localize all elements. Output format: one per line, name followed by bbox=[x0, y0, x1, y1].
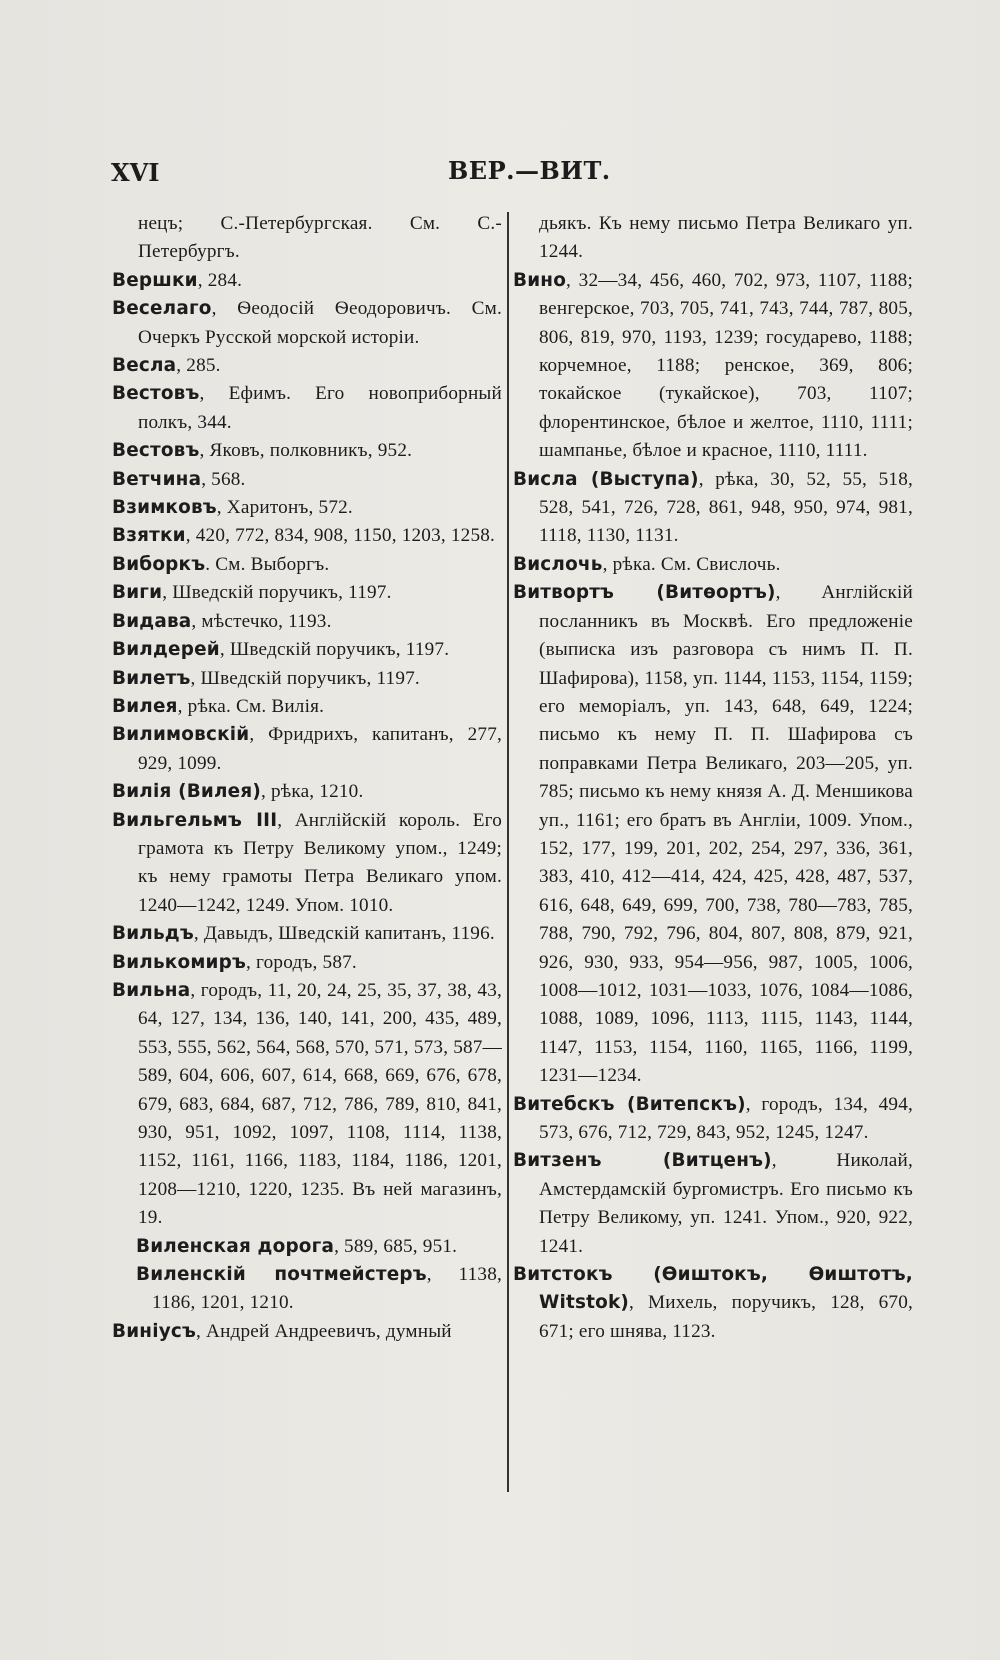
entry-headword: Вилетъ bbox=[112, 667, 191, 689]
column-divider bbox=[507, 212, 509, 1492]
entry-headword: Виніусъ bbox=[112, 1320, 197, 1342]
entry-headword: Ветчина bbox=[112, 468, 202, 490]
entry-text: , 284. bbox=[197, 269, 243, 291]
entry-headword: Вилькомиръ bbox=[112, 951, 247, 973]
entry-headword: Вестовъ bbox=[112, 440, 200, 462]
right-column bbox=[513, 210, 913, 1346]
index-entry bbox=[112, 522, 502, 550]
entry-text: , рѣка. См. Свислочь. bbox=[602, 553, 781, 575]
entry-text: , Шведскій поручикъ, 1197. bbox=[190, 667, 420, 689]
index-entry bbox=[513, 579, 913, 1090]
entry-headword: Виленская дорога bbox=[136, 1235, 335, 1257]
index-entry bbox=[112, 1318, 502, 1346]
index-entry bbox=[112, 352, 502, 380]
entry-headword: Вилдерей bbox=[112, 639, 220, 661]
index-entry bbox=[112, 807, 502, 921]
index-entry bbox=[112, 977, 502, 1233]
entry-headword: Взимковъ bbox=[112, 497, 217, 519]
entry-text: , Николай, Амстердамскій бургомистръ. Его письмо къ Петру Великому, уп. 1241. Упом., 920, 922, 1241. bbox=[539, 1150, 913, 1257]
index-entry bbox=[513, 551, 913, 579]
entry-text: , Шведскій поручикъ, 1197. bbox=[162, 582, 392, 604]
index-entry bbox=[513, 1261, 913, 1346]
entry-headword: Вильна bbox=[112, 979, 191, 1001]
entry-text: , городъ, 587. bbox=[246, 951, 357, 973]
entry-text: , Англійскій король. Его грамота къ Петру Великому упом., 1249; къ нему грамоты Петра Великаго упом. 1240—1242, 1249. Упом. 1010. bbox=[138, 809, 503, 916]
entry-headword: Витстокъ (Ѳиштокъ, Ѳиштотъ, Witstok) bbox=[513, 1264, 913, 1314]
entry-headword: Веселаго bbox=[112, 298, 212, 320]
index-entry bbox=[112, 721, 502, 778]
index-entry bbox=[513, 267, 913, 466]
entry-text: , Михель, поручикъ, 128, 670, 671; его шнява, 1123. bbox=[539, 1292, 913, 1342]
index-entry bbox=[112, 579, 502, 607]
entry-headword: Вислочь bbox=[513, 553, 603, 575]
entry-text: . См. Выборгъ. bbox=[205, 553, 330, 575]
entry-headword: Вино bbox=[513, 269, 567, 291]
index-entry bbox=[112, 608, 502, 636]
index-entry bbox=[112, 949, 502, 977]
entry-text: , 568. bbox=[201, 468, 246, 490]
index-entry bbox=[112, 466, 502, 494]
index-entry bbox=[112, 1261, 502, 1318]
index-entry bbox=[112, 778, 502, 806]
left-column bbox=[112, 210, 502, 1346]
entry-headword: Весла bbox=[112, 355, 177, 377]
entry-text: , Англійскій посланникъ въ Москвѣ. Его предложеніе (выписка изъ разговора съ нимъ П. П. Шафирова), 1158, уп. 1144, 1153, 1154, 1159; его меморіалъ, уп. 143, 648, 649, 1224; письмо къ нему П. П. Шафирова съ поправками Петра Великаго, 203—205, уп. 785; письмо къ нему князя А. Д. Меншикова уп., 1161; его братъ въ Англіи, 1009. Упом., 152, 177, 199, 201, 202, 254, 297, 336, 361, 383, 410, 412—414, 424, 425, 428, 487, 537, 616, 648, 649, 699, 700, 738, 780—783, 785, 788, 790, 792, 796, 804, 807, 808, 879, 921, 926, 930, 933, 954—956, 987, 1005, 1006, 1008—1012, 1031—1033, 1076, 1084—1086, 1088, 1089, 1096, 1113, 1115, 1143, 1144, 1147, 1153, 1154, 1160, 1165, 1166, 1199, 1231—1234. bbox=[539, 582, 913, 1087]
entry-text: , Яковъ, полковникъ, 952. bbox=[199, 440, 413, 462]
entry-text: нецъ; С.-Петербургская. См. С.-Петербургъ. bbox=[138, 213, 502, 263]
entry-text: , рѣка. См. Вилія. bbox=[177, 695, 325, 717]
entry-text: дьякъ. Къ нему письмо Петра Великаго уп. 1244. bbox=[539, 213, 913, 263]
index-entry bbox=[112, 551, 502, 579]
index-entry bbox=[513, 210, 913, 267]
page-number: XVI bbox=[111, 158, 160, 187]
entry-headword: Видава bbox=[112, 610, 192, 632]
entry-text: , Ефимъ. Его новоприборный полкъ, 344. bbox=[138, 383, 502, 433]
entry-text: , рѣка, 30, 52, 55, 518, 528, 541, 726, 728, 861, 948, 950, 974, 981, 1118, 1130, 1131. bbox=[539, 468, 913, 547]
entry-text: , 589, 685, 951. bbox=[334, 1235, 458, 1257]
entry-headword: Висла (Выступа) bbox=[513, 468, 699, 490]
entry-text: , 1138, 1186, 1201, 1210. bbox=[152, 1264, 503, 1314]
index-entry bbox=[112, 437, 502, 465]
index-entry bbox=[513, 1091, 913, 1148]
entry-headword: Вершки bbox=[112, 269, 198, 291]
entry-headword: Витебскъ (Витепскъ) bbox=[513, 1093, 746, 1115]
entry-text: , городъ, 11, 20, 24, 25, 35, 37, 38, 43, 64, 127, 134, 136, 140, 141, 200, 435, 489, 553, 555, 562, 564, 568, 570, 571, 573, 587—589, 604, 606, 607, 614, 668, 669, 676, 678, 679, 683, 684, 687, 712, 786, 789, 810, 841, 930, 951, 1092, 1097, 1108, 1114, 1138, 1152, 1161, 1166, 1183, 1184, 1186, 1201, 1208—1210, 1220, 1235. Въ ней магазинъ, 19. bbox=[138, 979, 502, 1229]
entry-text: , Ѳеодосій Ѳеодоровичъ. См. Очеркъ Русской морской исторіи. bbox=[138, 298, 502, 348]
entry-text: , 285. bbox=[176, 355, 221, 377]
entry-text: , мѣстечко, 1193. bbox=[191, 610, 332, 632]
index-entry bbox=[112, 693, 502, 721]
entry-headword: Витвортъ (Витѳортъ) bbox=[513, 582, 776, 604]
running-head: ВЕР.—ВИТ. bbox=[448, 156, 611, 185]
index-entry bbox=[112, 636, 502, 664]
entry-text: , Андрей Андреевичъ, думный bbox=[196, 1320, 452, 1342]
entry-text: , 420, 772, 834, 908, 1150, 1203, 1258. bbox=[185, 525, 496, 547]
index-entry bbox=[112, 210, 502, 267]
index-entry bbox=[112, 1233, 502, 1261]
entry-headword: Виборкъ bbox=[112, 553, 206, 575]
entry-text: , 32—34, 456, 460, 702, 973, 1107, 1188; венгерское, 703, 705, 741, 743, 744, 787, 805, 806, 819, 970, 1193, 1239; государево, 1188; корчемное, 1188; ренское, 369, 806; токайское (тукайское), 703, 1107; флорентинское, бѣлое и желтое, 1110, 1111; шампанье, бѣлое и красное, 1110, 1111. bbox=[539, 269, 913, 462]
entry-headword: Вестовъ bbox=[112, 383, 200, 405]
entry-headword: Вильдъ bbox=[112, 923, 194, 945]
index-entry bbox=[513, 466, 913, 551]
entry-headword: Взятки bbox=[112, 525, 186, 547]
entry-headword: Виленскій почтмейстеръ bbox=[136, 1264, 427, 1286]
entry-text: , Харитонъ, 572. bbox=[216, 497, 353, 519]
index-entry bbox=[112, 494, 502, 522]
entry-headword: Вилія (Вилея) bbox=[112, 781, 261, 803]
entry-headword: Вилея bbox=[112, 695, 178, 717]
entry-headword: Виги bbox=[112, 582, 163, 604]
entry-text: , городъ, 134, 494, 573, 676, 712, 729, 843, 952, 1245, 1247. bbox=[539, 1093, 913, 1143]
entry-text: , Фридрихъ, капитанъ, 277, 929, 1099. bbox=[138, 724, 502, 774]
index-entry bbox=[112, 380, 502, 437]
index-entry bbox=[513, 1147, 913, 1261]
index-entry bbox=[112, 267, 502, 295]
entry-headword: Вилимовскій bbox=[112, 724, 250, 746]
entry-text: , Шведскій поручикъ, 1197. bbox=[219, 639, 450, 661]
index-entry bbox=[112, 295, 502, 352]
index-entry bbox=[112, 665, 502, 693]
entry-headword: Витзенъ (Витценъ) bbox=[513, 1150, 772, 1172]
entry-text: , Давыдъ, Шведскій капитанъ, 1196. bbox=[193, 923, 495, 945]
entry-headword: Вильгельмъ III bbox=[112, 809, 278, 831]
index-entry bbox=[112, 920, 502, 948]
entry-text: , рѣка, 1210. bbox=[260, 781, 364, 803]
